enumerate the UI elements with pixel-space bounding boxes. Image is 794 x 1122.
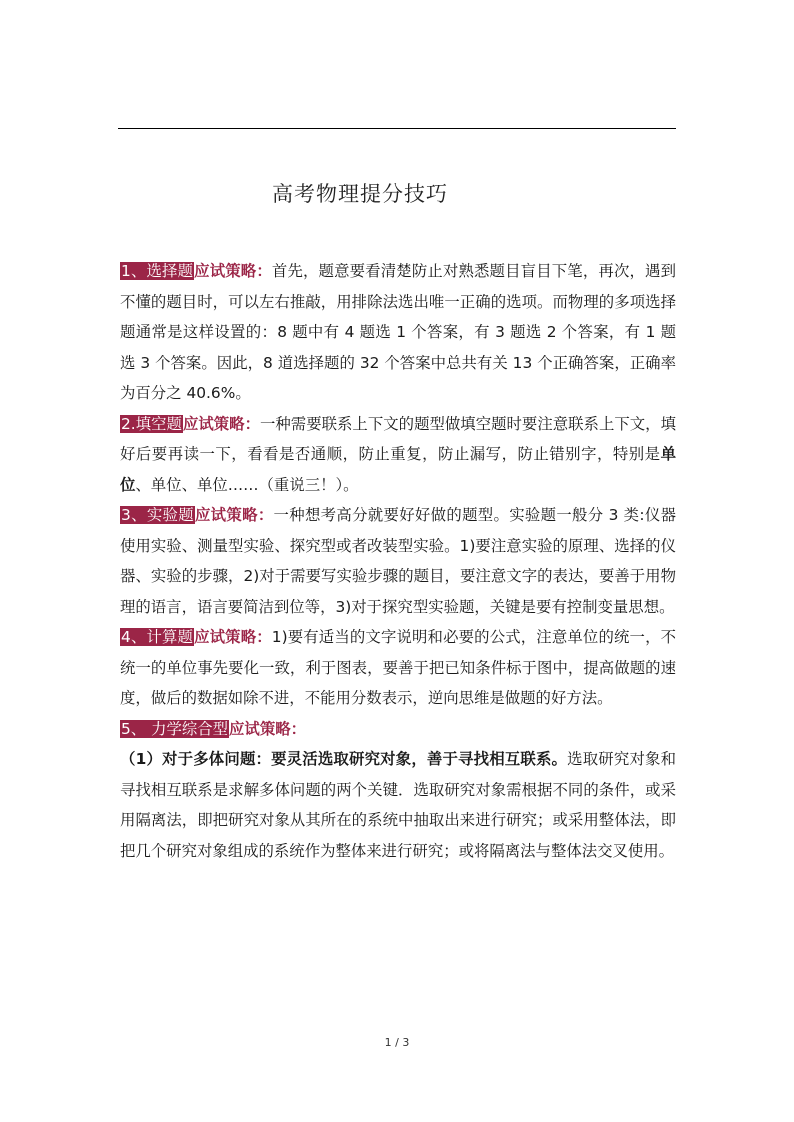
section-experiment: [120, 500, 676, 622]
paragraph-text: 选取研究对象和寻找相互联系是求解多体问题的两个关键．选取研究对象需根据不同的条件，或采用隔离法，即把研究对象从其所在的系统中抽取出来进行研究；或采用整体法，即把几个研究对象组成的系统作为整体来进行研究；或将隔离法与整体法交叉使用。: [120, 750, 676, 860]
header-rule: [118, 128, 676, 129]
page-title: 高考物理提分技巧: [272, 182, 448, 206]
section-tag: 3、实验题: [121, 506, 194, 524]
document-body: [120, 256, 676, 866]
section-fill-blank: [120, 409, 676, 501]
section-tag: 1、选择题: [121, 262, 194, 280]
paragraph-multibody: [120, 744, 676, 866]
emphasis-unit: 单位: [120, 445, 676, 494]
section-choice: [120, 256, 676, 409]
section-mechanics: [120, 714, 676, 745]
section-tag: 2.填空题: [121, 414, 182, 433]
paragraph-heading: （1）对于多体问题：要灵活选取研究对象，善于寻找相互联系。: [120, 750, 568, 768]
section-tag: 4、计算题: [121, 628, 194, 646]
section-tag: 5、 力学综合型: [121, 719, 229, 738]
section-text: 、单位、单位……（重说三！）。: [135, 475, 359, 494]
section-label: 应试策略：: [194, 628, 272, 646]
section-label: 应试策略：: [194, 506, 274, 524]
section-text: 一种想考高分就要好好做的题型。实验题一般分 3 类:仪器使用实验、测量型实验、探究型或者改装型实验。1)要注意实验的原理、选择的仪器、实验的步骤，2)对于需要写实验步骤的题目，要注意文字的表达，要善于用物理的语言，语言要简洁到位等，3)对于探究型实验题，关键是要有控制变量思想。: [120, 506, 676, 616]
section-calculation: [120, 622, 676, 714]
section-label: 应试策略：: [194, 262, 272, 280]
section-label: 应试策略：: [182, 414, 260, 433]
section-text: 一种需要联系上下文的题型做填空题时要注意联系上下文，填好后要再读一下，看看是否通顺，防止重复，防止漏写，防止错别字，特别是: [120, 414, 676, 463]
section-label: 应试策略：: [229, 719, 306, 738]
page-number: 1 / 3: [384, 1036, 410, 1049]
section-text: 1)要有适当的文字说明和必要的公式，注意单位的统一，不统一的单位事先要化一致，利于图表，要善于把已知条件标于图中，提高做题的速度，做后的数据如除不进，不能用分数表示，逆向思维是做题的好方法。: [120, 628, 676, 707]
section-text: 首先，题意要看清楚防止对熟悉题目盲目下笔，再次，遇到不懂的题目时，可以左右推敲，用排除法选出唯一正确的选项。而物理的多项选择题通常是这样设置的：8 题中有 4 题选 1 个答案，有 3 题选 2 个答案，有 1 题选 3 个答案。因此，8 道选择题的 32 个答案中总共有关 13 个正确答案，正确率为百分之 40.6%。: [120, 262, 676, 402]
